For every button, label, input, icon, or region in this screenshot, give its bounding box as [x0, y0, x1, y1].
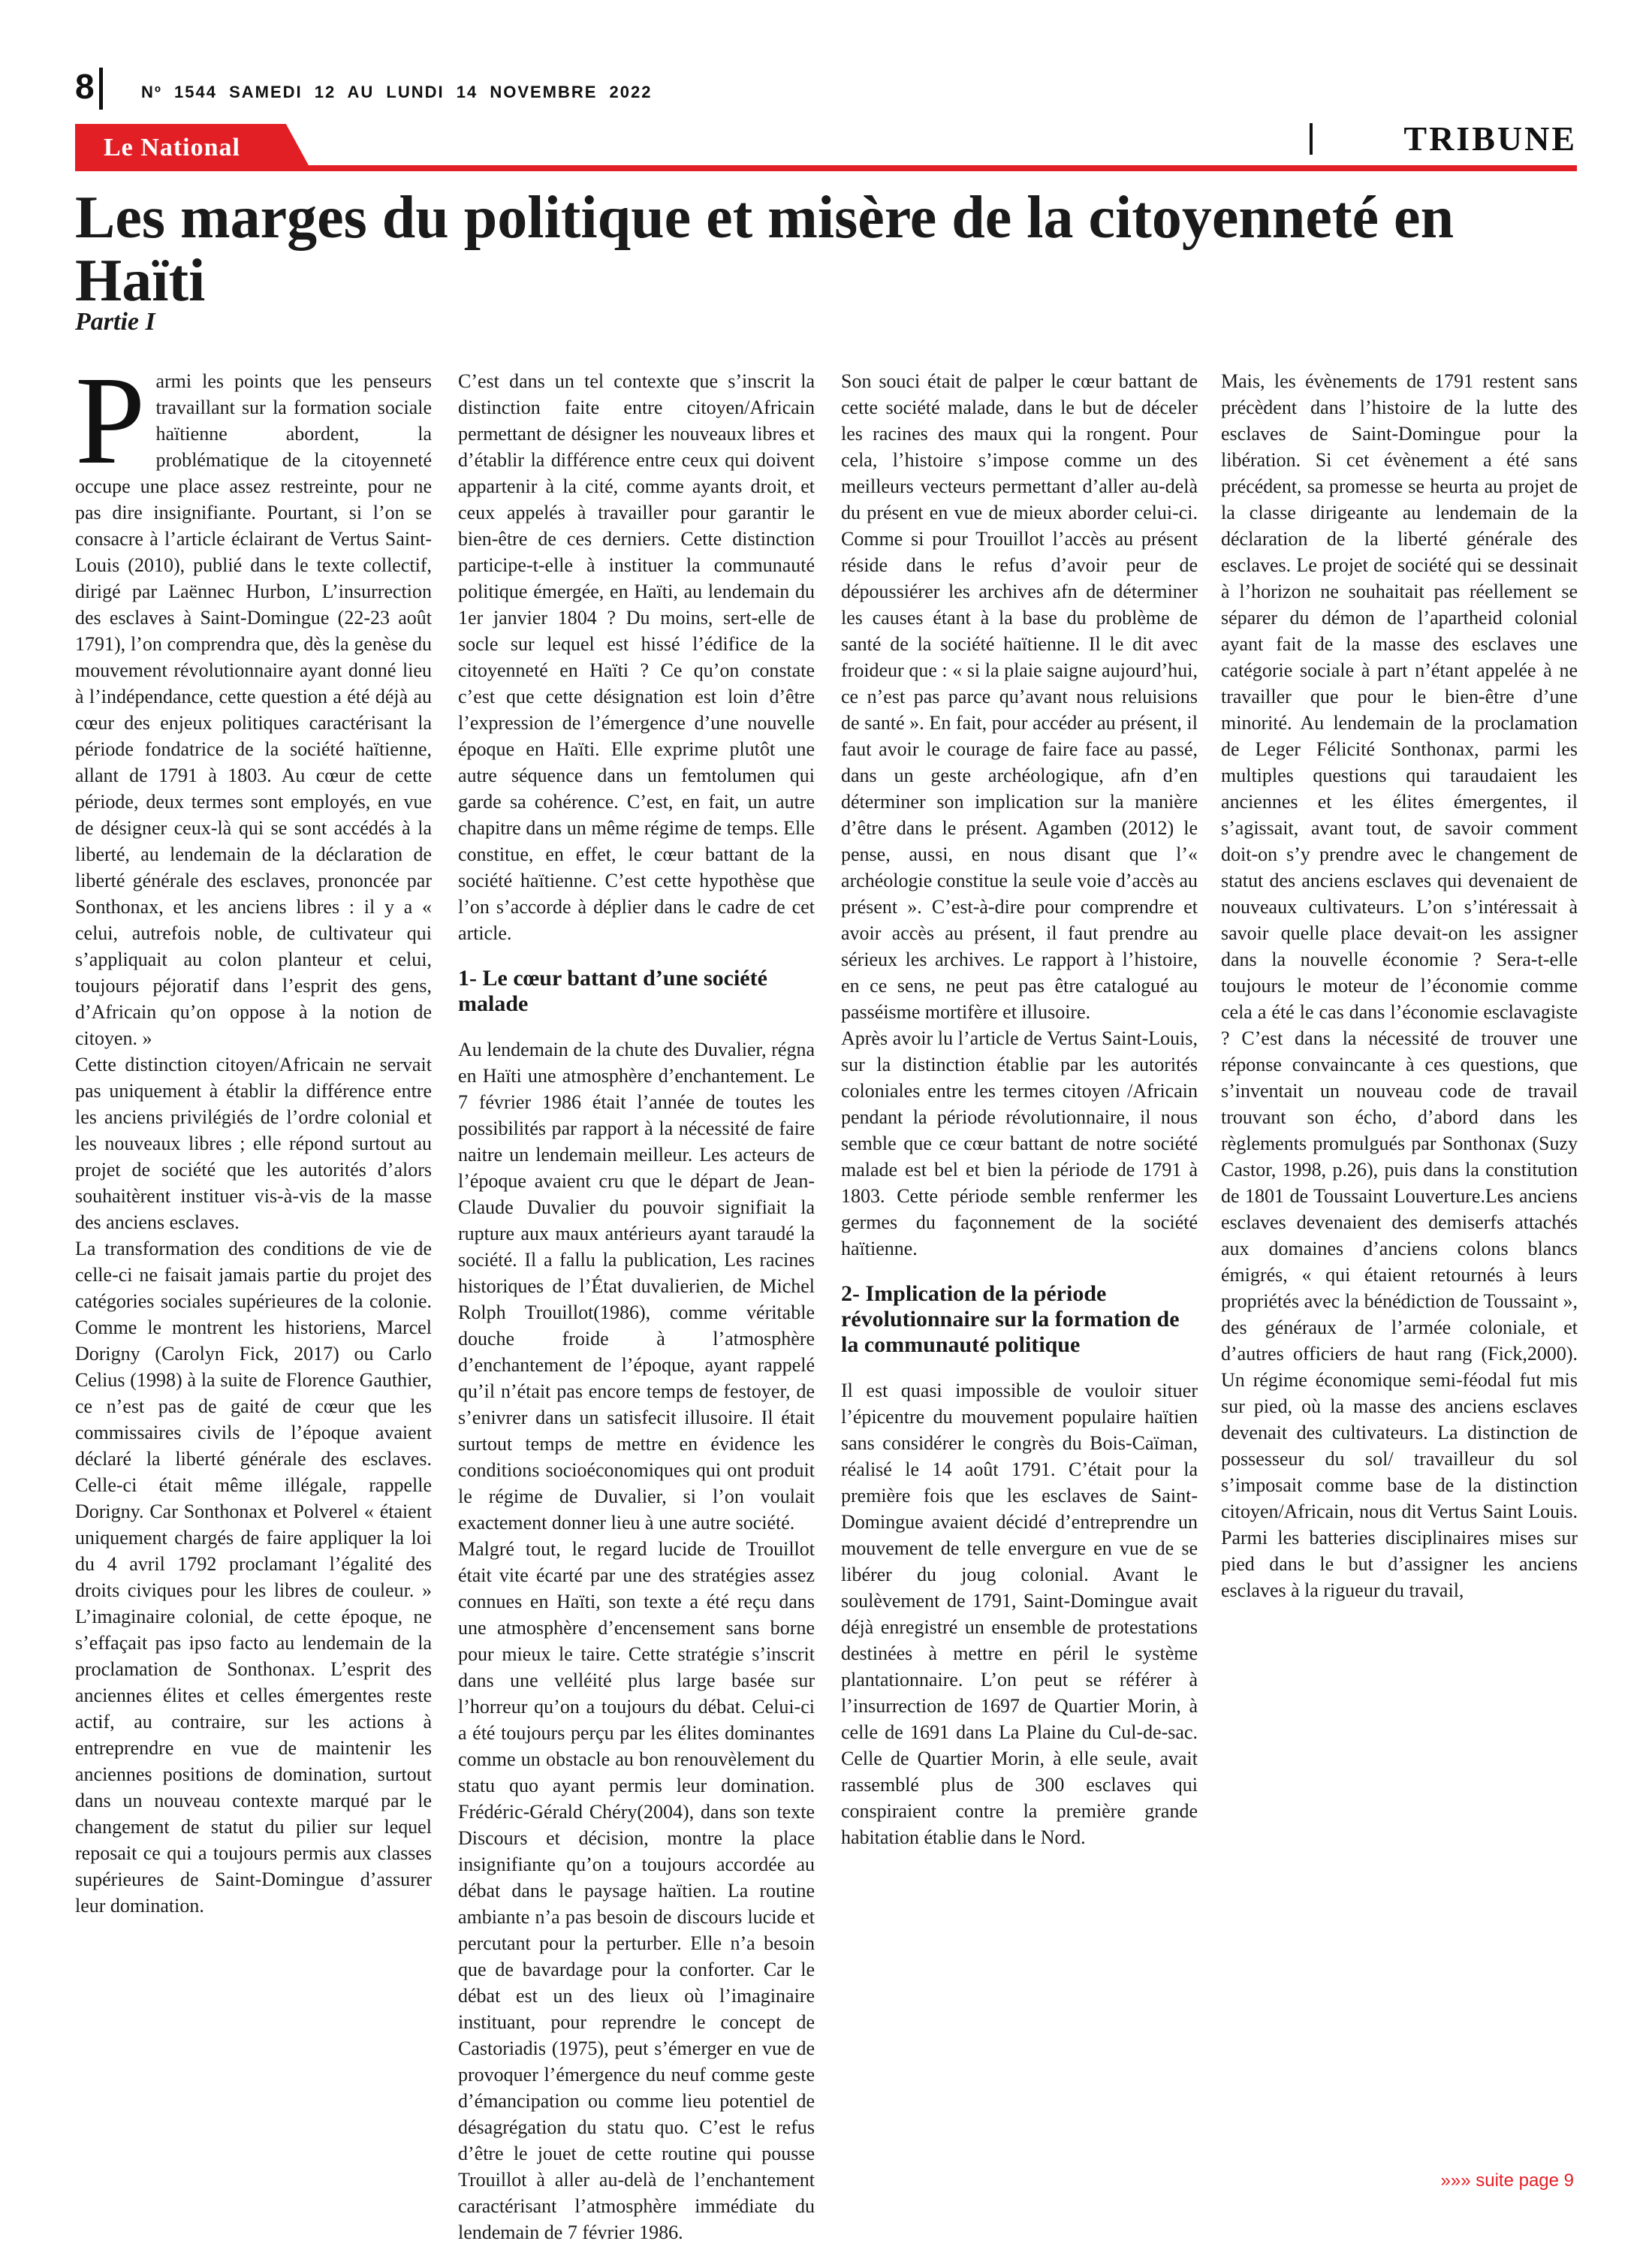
section-heading-2: 2- Implication de la période révolutionnaire sur la formation de la communauté politique: [841, 1281, 1180, 1357]
section-heading-1: 1- Le cœur battant d’une société malade: [458, 966, 767, 1016]
drop-cap: P: [75, 351, 146, 490]
article-column-1: [75, 351, 432, 2103]
section-label: TRIBUNE: [1403, 119, 1577, 158]
paragraph: Cette distinction citoyen/Africain ne servait pas uniquement à établir la différence entre les anciens privilégiés de l’ordre colonial et les nouveaux libres ; elle répond surtout au projet de société que les autorités d’alors souhaitèrent instituer vis-à-vis de la masse des anciens esclaves.: [75, 1054, 432, 1233]
article-subtitle: Partie I: [75, 308, 155, 336]
intro-text: armi les points que les penseurs travaillant sur la formation sociale haïtienne abordent, la problématique de la citoyenneté occupe une place assez restreinte, pour ne pas dire insignifiante. Pourtant, si l’on se consacre à l’article éclairant de Vertus Saint-Louis (2010), publié dans le texte collectif, dirigé par Laënnec Hurbon, L’insurrection des esclaves à Saint-Domingue (22-23 août 1791), l’on comprendra que, dès la genèse du mouvement révolutionnaire ayant donné lieu à l’indépendance, cette question a été déjà au cœur des enjeux politiques caractérisant la période fondatrice de la société haïtienne, allant de 1791 à 1803. Au cœur de cette période, deux termes sont employés, en vue de désigner ceux-là qui se sont accédés à la liberté, au lendemain de la déclaration de liberté générale des esclaves, prononcée par Sonthonax, et les anciens libres : il y a « celui, autrefois noble, de cultivateur qui s’appliquait au colon planteur et celui, toujours péjoratif dans l’esprit des gens, d’Africain qu’on oppose à la notion de citoyen. »: [75, 370, 432, 1049]
paragraph: Il est quasi impossible de vouloir situer l’épicentre du mouvement populaire haïtien sans considérer le congrès du Bois-Caïman, réalisé le 14 août 1791. C’était pour la première fois que les esclaves de Saint-Domingue avaient décidé d’entreprendre un mouvement de telle envergure en vue de se libérer du joug colonial. Avant le soulèvement de 1791, Saint-Domingue avait déjà enregistré un ensemble de protestations destinées à mettre en péril le système plantationnaire. L’on peut se référer à l’insurrection de 1697 de Quartier Morin, à celle de 1691 dans La Plaine du Cul-de-sac. Celle de Quartier Morin, à elle seule, avait rassemblé plus de 300 esclaves qui conspiraient contre la première grande habitation établie dans le Nord.: [841, 1380, 1198, 1848]
article-column-2: [458, 368, 815, 2243]
continuation-link[interactable]: »»» suite page 9: [1440, 2170, 1574, 2191]
paragraph: Mais, les évènements de 1791 restent sans précèdent dans l’histoire de la lutte des esclaves de Saint-Domingue pour la libération. Si cet évènement a été sans précédent, sa promesse se heurta au projet de la classe dirigeante au lendemain de la déclaration de la liberté générale des esclaves. Le projet de société qui se dessinait à l’horizon ne souhaitait pas réellement se séparer du démon de l’apartheid colonial ayant fait de la masse des esclaves une catégorie sociale à part n’étant appelée à ne travailler que pour le bien-être d’une minorité. Au lendemain de la proclamation de Leger Félicité Sonthonax, parmi les multiples questions qui taraudaient les anciennes et les élites émergentes, il s’agissait, avant tout, de savoir comment doit-on s’y prendre avec le changement de statut des anciens esclaves qui devenaient de nouveaux cultivateurs. L’on s’intéressait à savoir quelle place devait-on les assigner dans la nouvelle économie ? Sera-t-elle toujours le moteur de l’économie comme cela a été le cas dans l’économie esclavagiste ? C’est dans la nécessité de trouver une réponse convaincante à ces questions, que s’inventait un nouveau code de travail trouvant son écho, d’abord dans les règlements promulgués par Sonthonax (Suzy Castor, 1998, p.26), puis dans la constitution de 1801 de Toussaint Louverture.Les anciens esclaves devenaient des demiserfs attachés aux domaines d’anciens colons blancs émigrés, « qui étaient retournés à leurs propriétés avec la bénédiction de Toussaint », des généraux de l’armée coloniale, et d’autres officiers de haut rang (Fick,2000). Un régime économique semi-féodal fut mis sur pied, où la masse des anciens esclaves devenait des cultivateurs. La distinction de possesseur du sol/ travailleur du sol s’imposait comme base de la distinction citoyen/Africain, nous dit Vertus Saint Louis. Parmi les batteries disciplinaires mises sur pied dans le but d’assigner les anciens esclaves à la rigueur du travail,: [1221, 370, 1578, 1601]
masthead-label: Le National: [104, 134, 240, 161]
intro-paragraph: [75, 351, 432, 1051]
issue-dateline: Nº 1544 SAMEDI 12 AU LUNDI 14 NOVEMBRE 2022: [141, 83, 653, 101]
article-column-3: [841, 368, 1198, 2103]
article-column-4: [1221, 368, 1578, 2103]
paragraph: Son souci était de palper le cœur battant de cette société malade, dans le but de déceler les racines des maux qui la rongent. Pour cela, l’histoire s’impose comme un des meilleurs vecteurs permettant d’aller au-delà du présent en vue de mieux aborder celui-ci. Comme si pour Trouillot l’accès au présent réside dans le refus d’avoir peur de dépoussiérer les archives afn de déterminer les causes étant à la base du problème de santé de la société haïtienne. Il le dit avec froideur que : « si la plaie saigne aujourd’hui, ce n’est pas parce qu’avant nous reluisions de santé ». En fait, pour accéder au présent, il faut avoir le courage de faire face au passé, dans un geste archéologique, afn d’en déterminer son implication sur la manière d’être dans le présent. Agamben (2012) le pense, aussi, en nous disant que l’« archéologie constitue la seule voie d’accès au présent ». C’est-à-dire pour comprendre et avoir accès au présent, il faut prendre au sérieux les archives. Le rapport à l’histoire, en ce sens, ne peut pas être catalogué au passéisme mortifère et illusoire.: [841, 370, 1198, 1023]
article-title: Les marges du politique et misère de la citoyenneté en Haïti: [75, 185, 1455, 314]
page-number-divider: [99, 68, 103, 110]
page-number: 8: [75, 67, 95, 106]
paragraph: Après avoir lu l’article de Vertus Saint-Louis, sur la distinction établie par les autorités coloniales entre les termes citoyen /Africain pendant la période révolutionnaire, il nous semble que ce cœur battant de notre société malade est bel et bien la période de 1791 à 1803. Cette période semble renfermer les germes du façonnement de la société haïtienne.: [841, 1027, 1198, 1259]
paragraph: C’est dans un tel contexte que s’inscrit la distinction faite entre citoyen/Africain permettant de désigner les nouveaux libres et d’établir la différence entre ceux qui doivent appartenir à la cité, comme ayants droit, et ceux appelés à travailler pour garantir le bien-être de ces derniers. Cette distinction participe-t-elle à instituer la communauté politique émergée, en Haïti, au lendemain du 1er janvier 1804 ? Du moins, sert-elle de socle sur lequel est hissé l’édifice de la citoyenneté en Haïti ? Ce qu’on constate c’est que cette désignation est loin d’être l’expression de l’émergence d’une nouvelle époque en Haïti. Elle exprime plutôt une autre séquence dans un femtolumen qui garde sa cohérence. C’est, en fait, un autre chapitre dans un même régime de temps. Elle constitue, en effet, le cœur battant de la société haïtienne. C’est cette hypothèse que l’on s’accorde à déplier dans le cadre de cet article.: [458, 370, 815, 944]
paragraph: La transformation des conditions de vie de celle-ci ne faisait jamais partie du projet des catégories sociales supérieures de la colonie. Comme le montrent les historiens, Marcel Dorigny (Carolyn Fick, 2017) ou Carlo Celius (1998) à la suite de Florence Gauthier, ce n’est pas de gaité de cœur que les commissaires civils de l’époque avaient déclaré la liberté générale des esclaves. Celle-ci était même illégale, rappelle Dorigny. Car Sonthonax et Polverel « étaient uniquement chargés de faire appliquer la loi du 4 avril 1792 proclamant l’égalité des droits civiques pour les libres de couleur. » L’imaginaire colonial, de cette époque, ne s’effaçait pas ipso facto au lendemain de la proclamation de Sonthonax. L’esprit des anciennes élites et celles émergentes reste actif, au contraire, sur les actions à entreprendre en vue de maintenir les anciennes positions de domination, surtout dans un nouveau contexte marqué par le changement de statut du pilier sur lequel reposait ce qui a toujours permis aux classes supérieures de Saint-Domingue d’assurer leur domination.: [75, 1238, 432, 1917]
header-rule: [75, 165, 1577, 171]
paragraph: Au lendemain de la chute des Duvalier, régna en Haïti une atmosphère d’enchantement. Le 7 février 1986 était l’année de toutes les possibilités par rapport à la nécessité de faire naitre un lendemain meilleur. Les acteurs de l’époque avaient cru que le départ de Jean-Claude Duvalier du pouvoir signifiait la rupture aux maux antérieurs ayant taraudé la société. Il a fallu la publication, Les racines historiques de l’État duvalierien, de Michel Rolph Trouillot(1986), comme véritable douche froide à l’atmosphère d’enchantement de l’époque, ayant rappelé qu’il n’était pas encore temps de festoyer, de s’enivrer dans un satisfecit illusoire. Il était surtout temps de mettre en évidence les conditions socioéconomiques qui ont produit le régime de Duvalier, si l’on voulait exactement donner lieu à une autre société.: [458, 1039, 815, 1534]
paragraph: Malgré tout, le regard lucide de Trouillot était vite écarté par une des stratégies assez connues en Haïti, son texte a été reçu dans une atmosphère d’encensement sans borne pour mieux le taire. Cette stratégie s’inscrit dans une velléité plus large basée sur l’horreur qu’on a toujours du débat. Celui-ci a été toujours perçu par les élites dominantes comme un obstacle au bon renouvèlement du statu quo ayant permis leur domination. Frédéric-Gérald Chéry(2004), dans son texte Discours et décision, montre la place insignifiante qu’on a toujours accordée au débat dans le paysage haïtien. La routine ambiante n’a pas besoin de discours lucide et percutant pour la perturber. Elle n’a besoin que de bavardage pour la conforter. Car le débat est un des lieux où l’imaginaire instituant, pour reprendre le concept de Castoriadis (1975), peut s’émerger en vue de provoquer l’émergence du neuf comme geste d’émancipation ou comme lieu potentiel de désagrégation du statu quo. C’est le refus d’être le jouet de cette routine qui pousse Trouillot à aller au-delà de l’enchantement caractérisant l’atmosphère immédiate du lendemain de 7 février 1986.: [458, 1538, 815, 2243]
section-divider: [1310, 123, 1313, 155]
